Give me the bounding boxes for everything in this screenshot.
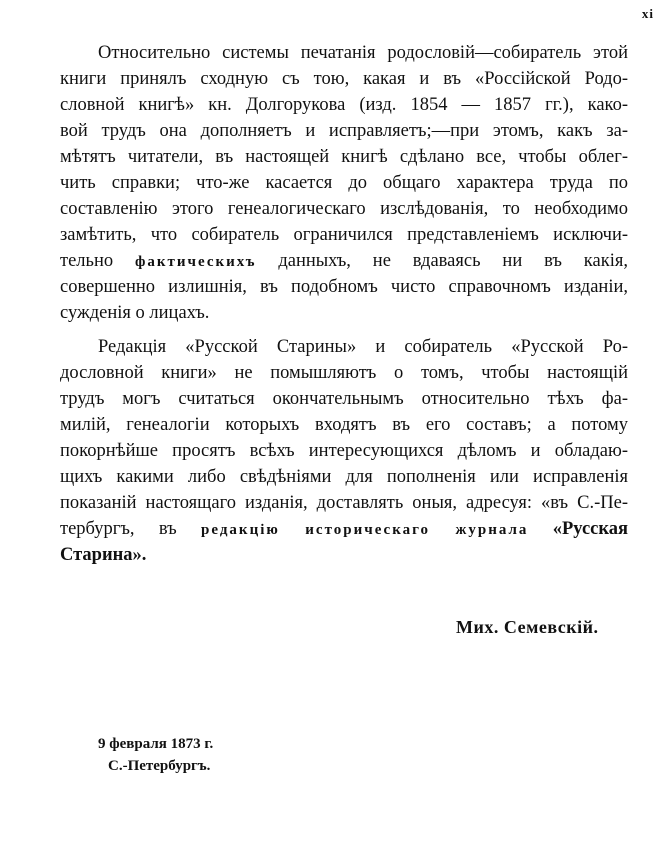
text-fragment: тельно <box>60 251 114 271</box>
text-line: чить справки; что-же касается до общаго характера труда по <box>60 173 628 193</box>
text-line: словной книгѣ» кн. Долгорукова (изд. 1854 — 1857 гг.), како- <box>60 95 628 115</box>
journal-title: «Русская <box>552 519 629 539</box>
text-line <box>60 516 628 542</box>
text-line: щихъ какими либо свѣдѣніями для пополненія или исправленія <box>60 467 628 487</box>
date-block <box>98 733 213 777</box>
journal-title: Старина». <box>60 545 147 565</box>
paragraph-gap <box>60 326 628 334</box>
text-line: мѣтятъ читатели, въ настоящей книгѣ сдѣлано все, чтобы облег- <box>60 147 628 167</box>
paragraph-1 <box>60 40 628 326</box>
text-line: трудъ могъ считаться окончательнымъ относительно тѣхъ фа- <box>60 389 628 409</box>
text-line: совершенно излишнія, въ подобномъ чисто справочномъ изданіи, <box>60 277 628 297</box>
text-line: составленію этого генеалогическаго изслѣдованія, то необходимо <box>60 199 628 219</box>
text-line: показаній настоящаго изданія, доставлять оныя, адресуя: «въ С.-Пе- <box>60 493 628 513</box>
paragraph-2 <box>60 334 628 568</box>
emphasized-text: фактическихъ <box>135 254 257 270</box>
date-line: 9 февраля 1873 г. <box>98 736 214 752</box>
text-line: книги принялъ сходную съ тою, какая и въ «Россійской Родо- <box>60 69 628 89</box>
text-line: милій, генеалогіи которыхъ входятъ въ его составъ; а потому <box>60 415 628 435</box>
text-line <box>60 248 628 274</box>
emphasized-text: редакцію историческаго журнала <box>201 522 529 538</box>
signature: Мих. Семевскій. <box>456 617 599 637</box>
text-fragment: тербургъ, въ <box>60 519 177 539</box>
text-line: замѣтить, что собиратель ограничился представленіемъ исключи- <box>60 225 628 245</box>
body-text <box>60 40 628 568</box>
text-line: сужденія о лицахъ. <box>60 303 210 323</box>
text-line: Редакція «Русской Старины» и собиратель «Русской Ро- <box>98 337 628 357</box>
text-line: Относительно системы печатанія родословій—собиратель этой <box>98 43 628 63</box>
text-line: дословной книги» не помышляютъ о томъ, чтобы настоящій <box>60 363 628 383</box>
page-number: xi <box>641 6 654 21</box>
text-line: вой трудъ она дополняетъ и исправляетъ;—при этомъ, какъ за- <box>60 121 628 141</box>
text-fragment: данныхъ, не вдаваясь ни въ какія, <box>278 251 628 271</box>
text-line: покорнѣйше просятъ всѣхъ интересующихся дѣломъ и обладаю- <box>60 441 628 461</box>
place-line: С.-Петербургъ. <box>108 758 211 774</box>
